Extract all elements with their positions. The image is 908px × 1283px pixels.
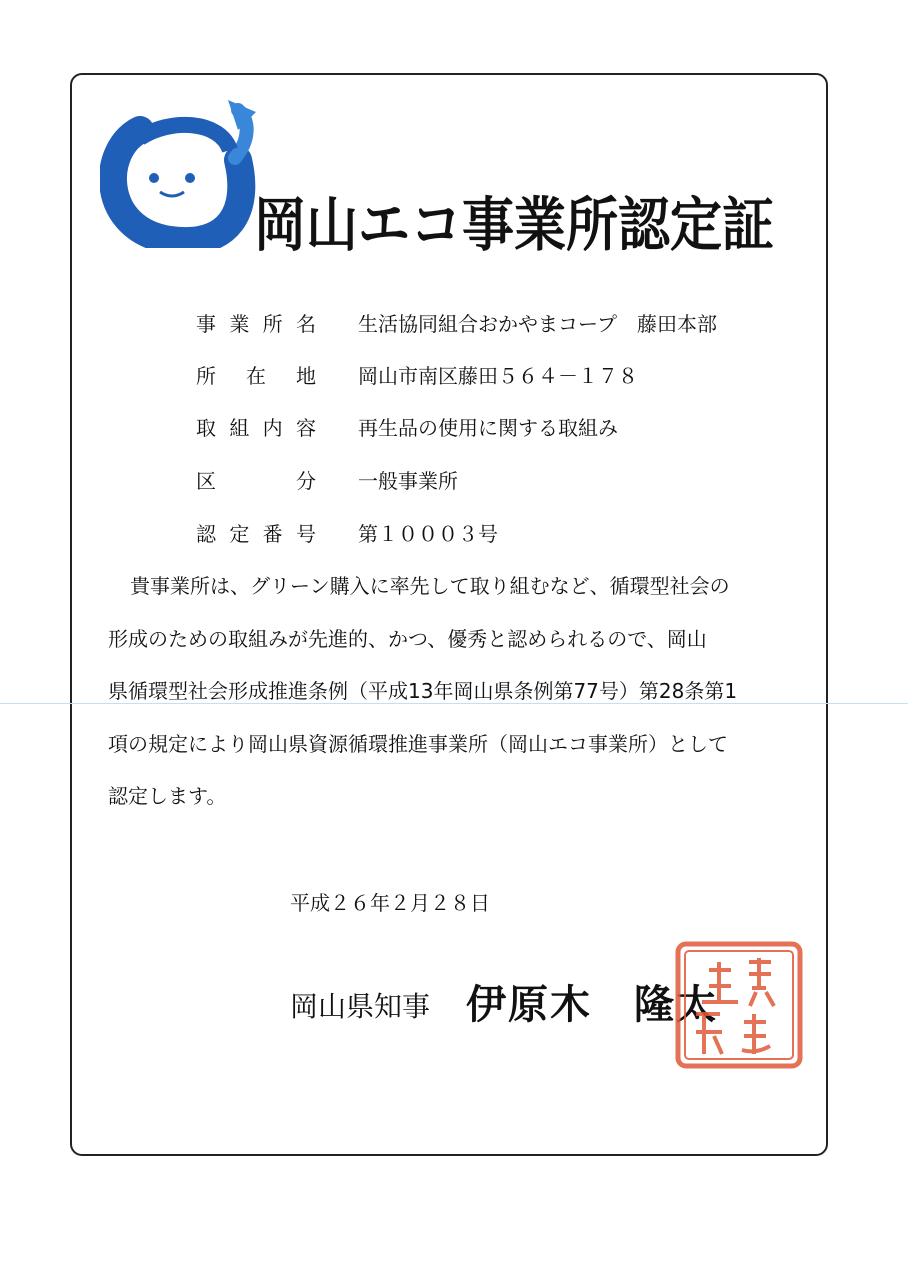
field-value: 岡山市南区藤田５６４－１７８ — [358, 364, 638, 388]
field-row-business-name — [196, 308, 717, 337]
issue-date: 平成２６年２月２８日 — [290, 891, 490, 915]
field-value: 再生品の使用に関する取組み — [358, 416, 618, 440]
field-row-category — [196, 465, 458, 494]
field-label: 所在地 — [196, 364, 316, 388]
body-line: 項の規定により岡山県資源循環推進事業所（岡山エコ事業所）として — [108, 731, 728, 756]
body-line: 形成のための取組みが先進的、かつ、優秀と認められるので、岡山 — [108, 626, 707, 651]
body-line: 認定します。 — [108, 784, 227, 808]
field-value: 第１０００３号 — [358, 522, 498, 546]
field-row-cert-number — [196, 518, 498, 547]
certificate-body — [108, 560, 798, 823]
field-row-location — [196, 360, 638, 389]
scan-artifact-line — [0, 703, 908, 704]
field-value: 一般事業所 — [358, 469, 458, 493]
issuer-office: 岡山県知事 — [290, 990, 431, 1023]
certificate-title: 岡山エコ事業所認定証 — [254, 192, 775, 260]
body-line: 県循環型社会形成推進条例（平成13年岡山県条例第77号）第28条第1 — [108, 679, 738, 703]
eco-logo-icon — [100, 100, 258, 248]
field-label: 認定番号 — [196, 522, 316, 546]
issuer-name: 伊原木 隆太 — [466, 982, 718, 1028]
field-label: 区分 — [196, 469, 316, 493]
field-row-activity — [196, 412, 618, 441]
field-label: 事業所名 — [196, 312, 316, 336]
field-label: 取組内容 — [196, 416, 316, 440]
field-value: 生活協同組合おかやまコープ 藤田本部 — [358, 312, 717, 336]
body-line: 貴事業所は、グリーン購入に率先して取り組むなど、循環型社会の — [130, 574, 730, 598]
official-seal-icon — [674, 940, 804, 1070]
